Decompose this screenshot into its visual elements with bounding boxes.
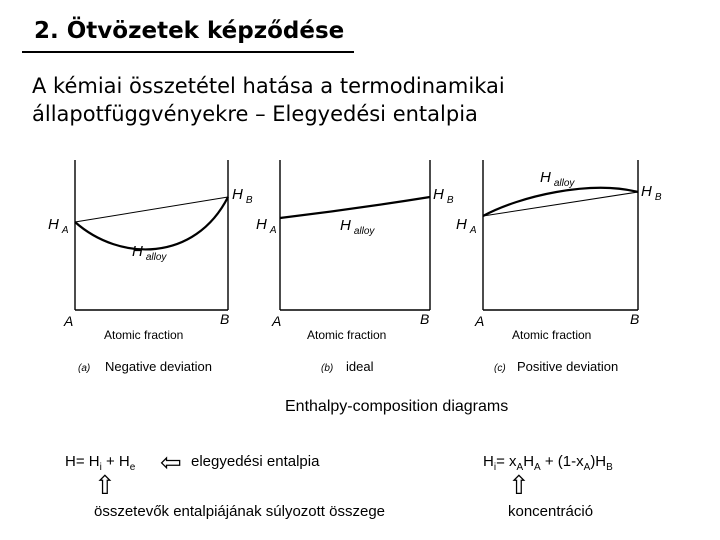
arrow-up-icon-right: ⇧ xyxy=(508,470,530,500)
panel-a-xaxis-label: Atomic fraction xyxy=(104,328,184,342)
concentration-note: koncentráció xyxy=(508,503,594,520)
panel-a-alloy-curve xyxy=(75,197,228,249)
mixing-enthalpy-formula: $H= H_i + H_e$ xyxy=(65,453,136,473)
panel-c-a-label: A xyxy=(475,313,485,329)
panel-c-b-label: B xyxy=(630,311,640,327)
panel-b-a-label: A xyxy=(272,313,282,329)
panel-b-hb-label: H $_B$ xyxy=(433,186,454,206)
weighted-sum-note: összetevők entalpiájának súlyozott összege xyxy=(94,503,386,520)
panel-b xyxy=(256,160,454,374)
panel-b-tag: (b) xyxy=(321,363,334,374)
panel-b-halloy-label: H $_{alloy}$ xyxy=(340,217,375,237)
panel-a-caption: Negative deviation xyxy=(105,359,212,374)
panel-a-b-label: B xyxy=(220,311,230,327)
panel-b-xaxis-label: Atomic fraction xyxy=(307,328,387,342)
panel-c-hb-label: H $_B$ xyxy=(641,183,662,203)
subtitle-line-1: A kémiai összetétel hatása a termodinamikai xyxy=(32,74,505,98)
panel-a-hb-label: H $_B$ xyxy=(232,186,253,206)
mixing-enthalpy-description: elegyedési entalpia xyxy=(191,453,320,470)
slide-title: 2. Ötvözetek képződése xyxy=(34,18,345,44)
panel-b-ha-label: H $_A$ xyxy=(256,216,277,236)
subtitle-line-2: állapotfüggvényekre – Elegyedési entalpia xyxy=(32,102,478,126)
panel-b-b-label: B xyxy=(420,311,430,327)
panel-b-alloy-curve xyxy=(280,197,430,218)
panel-c-caption: Positive deviation xyxy=(517,359,619,374)
arrow-left-icon: ⇦ xyxy=(160,447,182,477)
panel-a-tag: (a) xyxy=(78,363,91,374)
arrow-up-icon: ⇧ xyxy=(94,470,116,500)
panel-a xyxy=(48,160,253,374)
panel-a-halloy-label: H $_{alloy}$ xyxy=(132,243,167,263)
panel-c-ha-label: H $_A$ xyxy=(456,216,477,236)
weighted-sum-formula: $H_i= x_AH_A + (1-x_A)H_B$ xyxy=(483,453,613,473)
panel-a-ideal-line xyxy=(75,197,228,222)
panel-c-tag: (c) xyxy=(494,363,506,374)
figure-caption: Enthalpy-composition diagrams xyxy=(285,398,509,415)
panel-b-caption: ideal xyxy=(346,359,374,374)
panel-c-xaxis-label: Atomic fraction xyxy=(512,328,592,342)
panel-c-alloy-curve xyxy=(483,188,638,216)
panel-c-halloy-label: H $_{alloy}$ xyxy=(540,169,575,189)
panel-c xyxy=(456,160,662,374)
panel-c-ideal-line xyxy=(483,192,638,216)
panel-a-ha-label: H $_A$ xyxy=(48,216,69,236)
panel-a-a-label: A xyxy=(64,313,74,329)
